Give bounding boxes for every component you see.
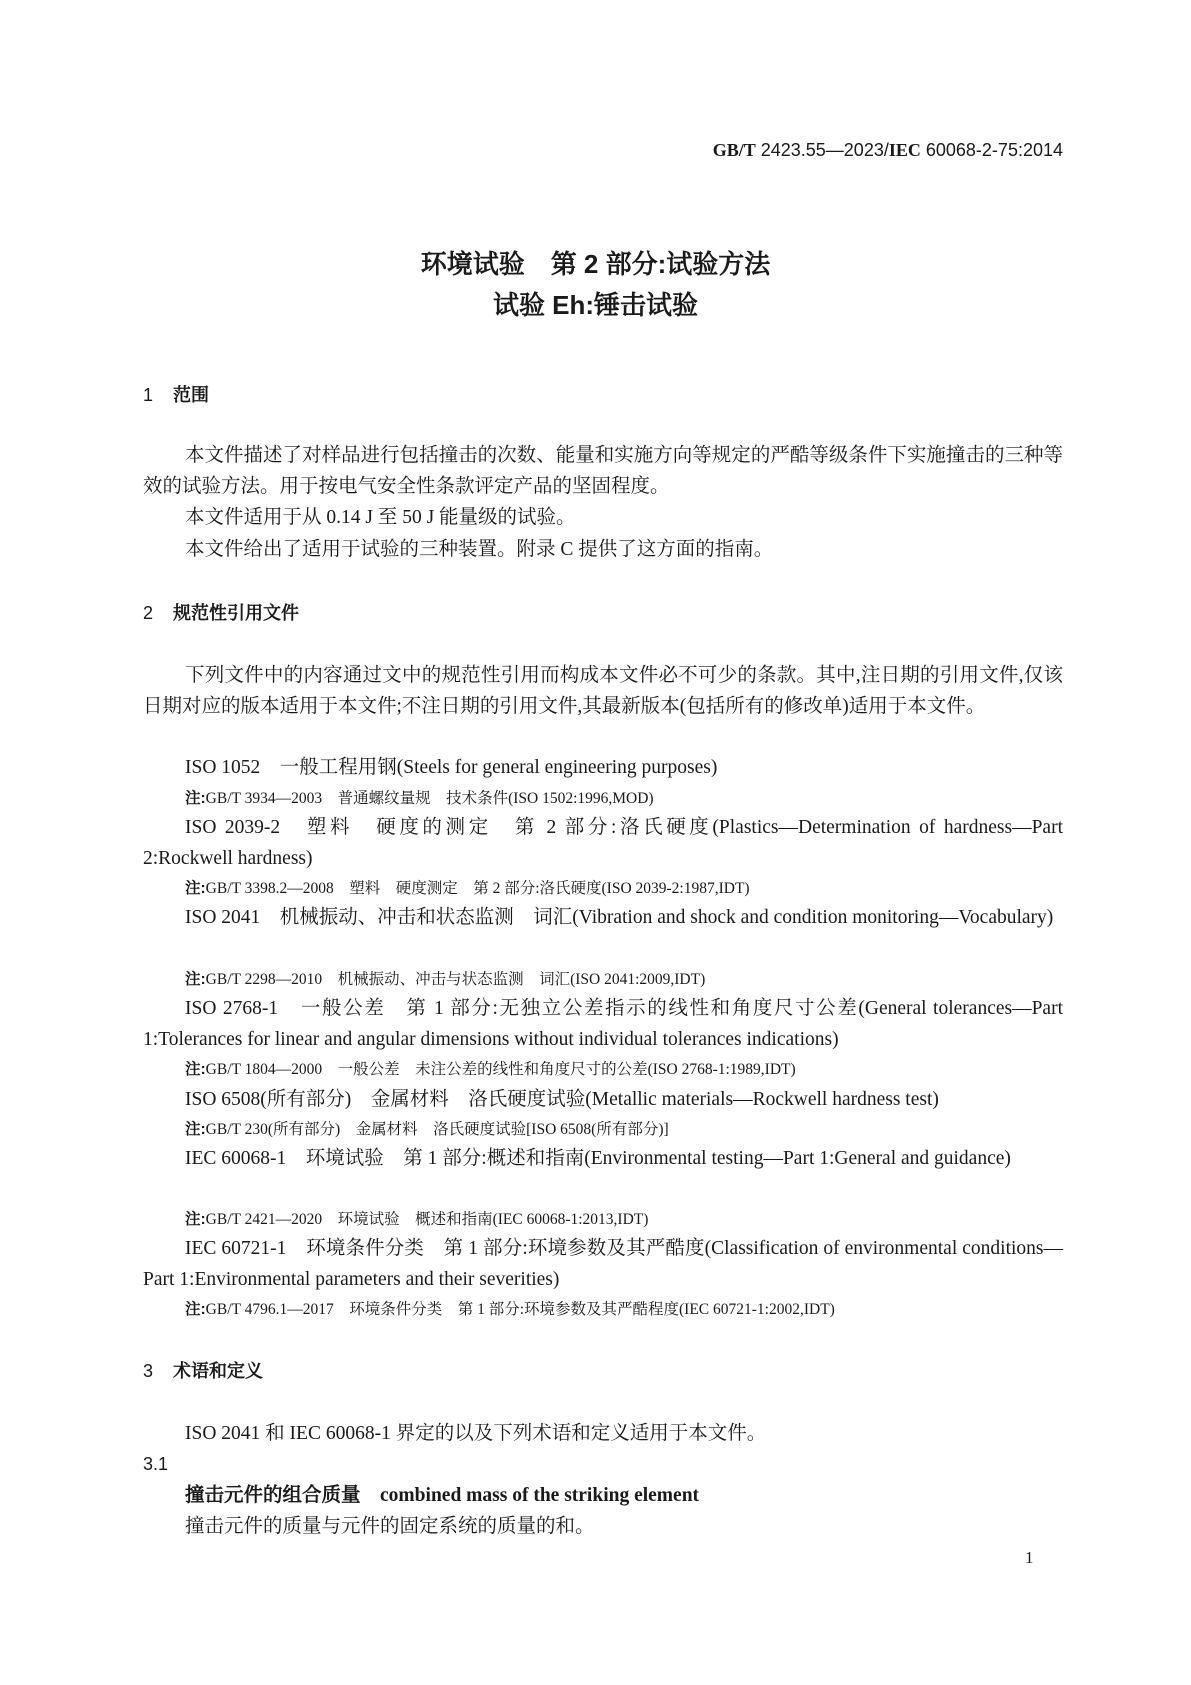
reference-note: 注:GB/T 1804—2000 一般公差 未注公差的线性和角度尺寸的公差(ISO 2768-1:1989,IDT) [185, 1061, 796, 1078]
clause-number: 3.1 [143, 1454, 169, 1474]
document-title-line1: 环境试验 第 2 部分:试验方法 [420, 249, 771, 279]
document-title-line2: 试验 Eh:锤击试验 [492, 290, 699, 320]
reference-note: 注:GB/T 3398.2—2008 塑料 硬度测定 第 2 部分:洛氏硬度(ISO 2039-2:1987,IDT) [185, 880, 750, 897]
reference-item: ISO 2041 机械振动、冲击和状态监测 词汇(Vibration and shock and condition monitoring—Vocabulary) [185, 907, 1054, 928]
reference-item: ISO 6508(所有部分) 金属材料 洛氏硬度试验(Metallic materials—Rockwell hardness test) [185, 1089, 939, 1110]
reference-note: 注:GB/T 2421—2020 环境试验 概述和指南(IEC 60068-1:2013,IDT) [185, 1211, 649, 1228]
page-number: 1 [1025, 1548, 1034, 1567]
paragraph: 本文件描述了对样品进行包括撞击的次数、能量和实施方向等规定的严酷等级条件下实施撞击的三种等效的试验方法。用于按电气安全性条款评定产品的坚固程度。 [143, 445, 1063, 497]
paragraph: 本文件给出了适用于试验的三种装置。附录 C 提供了这方面的指南。 [185, 539, 774, 560]
section-3-heading: 3 术语和定义 [143, 1361, 263, 1381]
reference-note: 注:GB/T 2298—2010 机械振动、冲击与状态监测 词汇(ISO 2041:2009,IDT) [185, 971, 706, 988]
term: 撞击元件的组合质量 combined mass of the striking element [185, 1484, 700, 1506]
reference-item: ISO 1052 一般工程用钢(Steels for general engineering purposes) [185, 757, 718, 778]
reference-note: 注:GB/T 230(所有部分) 金属材料 洛氏硬度试验[ISO 6508(所有部分)] [185, 1121, 669, 1138]
section-2-heading: 2 规范性引用文件 [143, 603, 299, 623]
reference-item: IEC 60068-1 环境试验 第 1 部分:概述和指南(Environmental testing—Part 1:General and guidance) [185, 1148, 1011, 1169]
paragraph: ISO 2041 和 IEC 60068-1 界定的以及下列术语和定义适用于本文件。 [185, 1423, 767, 1444]
document-header: GB/T 2423.55—2023/IEC 60068-2-75:2014 [712, 140, 1063, 160]
reference-item: IEC 60721-1 环境条件分类 第 1 部分:环境参数及其严酷度(Classification of environmental conditions—Part 1:Environmental parameters and their severities) [143, 1238, 1063, 1290]
reference-note: 注:GB/T 3934—2003 普通螺纹量规 技术条件(ISO 1502:1996,MOD) [185, 790, 654, 807]
reference-item: ISO 2768-1 一般公差 第 1 部分:无独立公差指示的线性和角度尺寸公差(General tolerances—Part 1:Tolerances for linear and angular dimensions without individual tolerances indications) [143, 998, 1063, 1050]
paragraph: 下列文件中的内容通过文中的规范性引用而构成本文件必不可少的条款。其中,注日期的引用文件,仅该日期对应的版本适用于本文件;不注日期的引用文件,其最新版本(包括所有的修改单)适用于本文件。 [143, 665, 1063, 717]
section-1-heading: 1 范围 [143, 385, 209, 405]
reference-note: 注:GB/T 4796.1—2017 环境条件分类 第 1 部分:环境参数及其严酷程度(IEC 60721-1:2002,IDT) [185, 1301, 835, 1318]
reference-item: ISO 2039-2 塑料 硬度的测定 第 2 部分:洛氏硬度(Plastics—Determination of hardness—Part 2:Rockwell hardness) [143, 817, 1063, 869]
definition: 撞击元件的质量与元件的固定系统的质量的和。 [185, 1516, 595, 1537]
paragraph: 本文件适用于从 0.14 J 至 50 J 能量级的试验。 [185, 507, 576, 528]
